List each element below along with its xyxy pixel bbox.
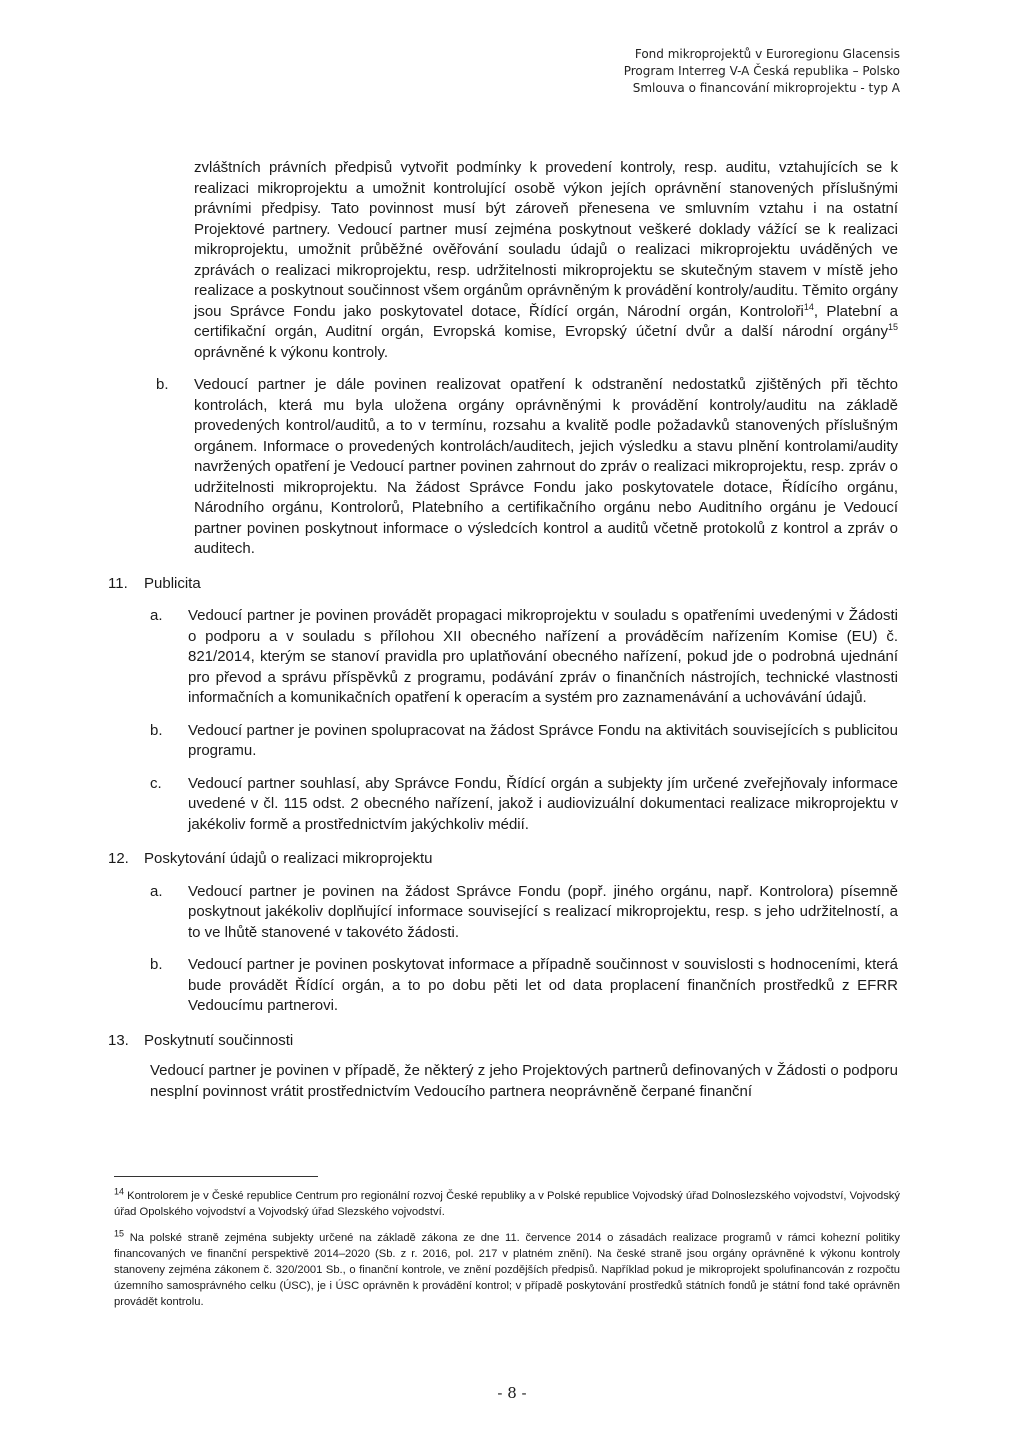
document-body [108, 158, 898, 1117]
continued-text-3: oprávněné k výkonu kontroly. [194, 343, 388, 361]
item-marker: c. [150, 774, 162, 792]
footnote-number: 15 [114, 1228, 125, 1239]
item-marker: b. [150, 721, 163, 739]
footnote-15 [114, 1230, 900, 1310]
item-text: Vedoucí partner je povinen na žádost Správce Fondu (popř. jiného orgánu, např. Kontrolora) písemně poskytnout jakékoliv doplňující informace související s realizací mikroprojektu, resp. s jeho udržitelností, a to ve lhůtě stanovené v takovéto žádosti. [188, 882, 898, 941]
page-header [624, 46, 900, 97]
item-text: Vedoucí partner je povinen provádět propagaci mikroprojektu v souladu s opatřeními uvedenými v Žádosti o podporu a v souladu s přílohou XII obecného nařízení a prováděcím nařízením Komise (EU) č. 821/2014, kterým se stanoví pravidla pro uplatňování obecného nařízení, pokud jde o podrobná ujednání pro převod a správu příspěvků z programu, podávání zpráv o finančních nástrojích, technické vlastnosti informačních a komunikačních opatření k operacím a systém pro zaznamenávání a uchovávání údajů. [188, 607, 898, 706]
section-12-heading [108, 849, 898, 870]
footnote-text: Na polské straně zejména subjekty určené na základě zákona ze dne 11. července 2014 o zásadách realizace programů v rámci kohezní politiky financovaných ve finanční perspektivě 2014–2020 (Sb. z r. 2016, pol. 217 v platném znění). Na české straně jsou orgány oprávněné k výkonu kontroly stanoveny zejména zákonem č. 320/2001 Sb., o finanční kontrole, ve znění pozdějších předpisů. Například pokud je mikroprojekt spolufinancován z rozpočtu územního samosprávného celku (ÚSC), je i ÚSC oprávněn k provádění kontrol; v případě poskytování prostředků státních fondů je státní fond také oprávněn provádět kontrolu. [114, 1232, 900, 1308]
item-text: Vedoucí partner je povinen spolupracovat na žádost Správce Fondu na aktivitách souvisejících s publicitou programu. [188, 721, 898, 759]
section-13-text: Vedoucí partner je povinen v případě, že některý z jeho Projektových partnerů definovaných v Žádosti o podporu nesplní povinnost vrátit prostřednictvím Vedoucího partnera neoprávněně čerpané finanční [150, 1062, 898, 1100]
item-marker: b. [150, 956, 163, 973]
list-item-b-controls [108, 375, 898, 560]
header-line-fund: Fond mikroprojektů v Euroregionu Glacensis [634, 47, 900, 61]
footnote-separator [114, 1176, 318, 1177]
list-item [108, 606, 898, 709]
footnote-text: Kontrolorem je v České republice Centrum pro regionální rozvoj České republiky a v Polské republice Vojvodský úřad Dolnoslezského vojvodství, Vojvodský úřad Opolského vojvodství a Vojvodský úřad Slezského vojvodství. [114, 1190, 900, 1218]
list-item [108, 721, 898, 762]
section-title: Publicita [144, 574, 201, 592]
item-marker: a. [150, 882, 163, 900]
item-text: Vedoucí partner souhlasí, aby Správce Fondu, Řídící orgán a subjekty jím určené zveřejňovaly informace uvedené v čl. 115 odst. 2 obecného nařízení, jakož i audiovizuální dokumentaci realizace mikroprojektu v jakékoliv formě a prostřednictvím jakýchkoliv médií. [188, 774, 898, 833]
continued-paragraph [194, 158, 898, 363]
footnote-ref-15: 15 [887, 322, 898, 332]
item-marker: b. [156, 376, 169, 393]
list-item [108, 955, 898, 1017]
footnote-ref-14: 14 [803, 301, 814, 312]
item-marker: a. [150, 607, 163, 624]
section-title: Poskytnutí součinnosti [144, 1031, 294, 1049]
section-title: Poskytování údajů o realizaci mikroprojektu [144, 850, 433, 867]
page-number: - 8 - [497, 1384, 527, 1402]
section-number: 12. [108, 850, 129, 867]
list-item [108, 774, 898, 836]
item-text: Vedoucí partner je dále povinen realizovat opatření k odstranění nedostatků zjištěných při těchto kontrolách, která mu byla uložena orgány oprávněnými k provádění kontroly/auditu na základě provedených kontrol/auditů, a to v termínu, rozsahu a kvalitě podle požadavků stanovených příslušným orgánem. Informace o provedených kontrolách/auditech, jejich výsledku a stavu plnění kontrolami/audity navržených opatření je Vedoucí partner povinen zahrnout do zpráv o realizaci mikroprojektu, resp. zpráv o udržitelnosti mikroprojektu. Na žádost Správce Fondu jako poskytovatele dotace, Řídícího orgánu, Národního orgánu, Kontrolorů, Platebního a certifikačního orgánu nebo Auditního orgánu je Vedoucí partner povinen poskytnout informace o výsledcích kontrol a auditů včetně protokolů z kontrol a zpráv o auditech. [194, 376, 898, 557]
header-line-contract: Smlouva o financování mikroprojektu - typ A [632, 81, 900, 95]
section-11-heading [108, 574, 898, 595]
footnote-number: 14 [114, 1186, 125, 1197]
continued-text-2: , Platební a certifikační orgán, Auditní orgán, Evropská komise, Evropský účetní dvůr a další národní orgány [194, 302, 899, 340]
footnotes [114, 1188, 900, 1320]
continued-text-1: zvláštních právních předpisů vytvořit podmínky k provedení kontroly, resp. auditu, vztahujících se k realizaci mikroprojektu a umožnit kontrolující osobě výkon jejích oprávnění stanovených příslušnými právními předpisy. Tato povinnost musí být zároveň přenesena ve smluvním vztahu i na ostatní Projektové partnery. Vedoucí partner musí zejména poskytnout veškeré doklady vážící se k realizaci mikroprojektu, umožnit průběžné ověřování souladu údajů o realizaci mikroprojektu uváděných ve zprávách o realizaci mikroprojektu, resp. udržitelnosti mikroprojektu se skutečným stavem v místě jeho realizace a poskytnout součinnost všem orgánům oprávněným k provádění kontroly/auditu. Těmito orgány jsou Správce Fondu jako poskytovatel dotace, Řídící orgán, Národní orgán, Kontroloři [194, 159, 898, 320]
header-line-program: Program Interreg V-A Česká republika – Polsko [623, 64, 900, 78]
section-number: 11. [108, 574, 128, 592]
list-item [108, 882, 898, 944]
footnote-14 [114, 1188, 900, 1220]
section-number: 13. [108, 1031, 129, 1049]
item-text: Vedoucí partner je povinen poskytovat informace a případně součinnost v souvislosti s hodnoceními, která bude provádět Řídící orgán, a to po dobu pěti let od data proplacení finančních prostředků z EFRR Vedoucímu partnerovi. [188, 956, 898, 1014]
section-13-heading [108, 1031, 898, 1052]
